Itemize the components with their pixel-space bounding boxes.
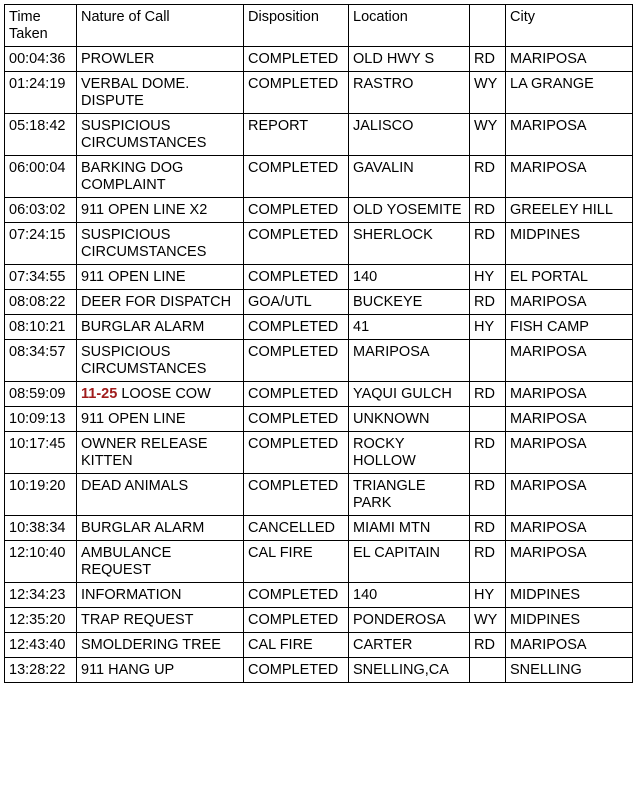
table-row [5, 72, 633, 114]
cell-time: 10:38:34 [5, 516, 77, 541]
cell-city: EL PORTAL [506, 265, 633, 290]
cell-city: MARIPOSA [506, 432, 633, 474]
cell-disposition: COMPLETED [244, 407, 349, 432]
cell-location: 41 [349, 315, 470, 340]
cell-nature [77, 516, 244, 541]
header-row [5, 5, 633, 47]
nature-text: SUSPICIOUS CIRCUMSTANCES [81, 118, 207, 151]
table-row [5, 516, 633, 541]
cell-suffix: HY [470, 315, 506, 340]
call-log-table [4, 4, 633, 683]
table-row [5, 223, 633, 265]
cell-city: LA GRANGE [506, 72, 633, 114]
cell-nature [77, 541, 244, 583]
call-code: 11-25 [81, 386, 118, 402]
cell-location: JALISCO [349, 114, 470, 156]
cell-city: MARIPOSA [506, 474, 633, 516]
cell-city: MARIPOSA [506, 114, 633, 156]
cell-city: MIDPINES [506, 608, 633, 633]
nature-text: PROWLER [81, 51, 155, 67]
cell-suffix [470, 658, 506, 683]
cell-city: MARIPOSA [506, 382, 633, 407]
table-row [5, 290, 633, 315]
cell-time: 06:00:04 [5, 156, 77, 198]
nature-text: BURGLAR ALARM [81, 319, 205, 335]
nature-text: LOOSE COW [117, 386, 211, 402]
table-row [5, 340, 633, 382]
cell-disposition: COMPLETED [244, 156, 349, 198]
header-location: Location [349, 5, 470, 47]
cell-time: 10:19:20 [5, 474, 77, 516]
cell-disposition: COMPLETED [244, 608, 349, 633]
cell-suffix: HY [470, 265, 506, 290]
cell-nature [77, 290, 244, 315]
nature-text: 911 OPEN LINE X2 [81, 202, 208, 218]
table-row [5, 114, 633, 156]
cell-city: SNELLING [506, 658, 633, 683]
nature-text: 911 OPEN LINE [81, 269, 186, 285]
cell-nature [77, 198, 244, 223]
header-city: City [506, 5, 633, 47]
cell-nature [77, 382, 244, 407]
cell-location: SNELLING,CA [349, 658, 470, 683]
cell-nature [77, 583, 244, 608]
cell-disposition: COMPLETED [244, 198, 349, 223]
table-row [5, 265, 633, 290]
cell-time: 13:28:22 [5, 658, 77, 683]
cell-disposition: CAL FIRE [244, 541, 349, 583]
cell-disposition: COMPLETED [244, 315, 349, 340]
nature-text: BURGLAR ALARM [81, 520, 205, 536]
cell-location: YAQUI GULCH [349, 382, 470, 407]
cell-time: 05:18:42 [5, 114, 77, 156]
cell-location: MARIPOSA [349, 340, 470, 382]
cell-time: 00:04:36 [5, 47, 77, 72]
nature-text: AMBULANCE REQUEST [81, 545, 172, 578]
cell-location: PONDEROSA [349, 608, 470, 633]
cell-suffix: RD [470, 516, 506, 541]
cell-location: OLD YOSEMITE [349, 198, 470, 223]
table-row [5, 474, 633, 516]
nature-text: 911 HANG UP [81, 662, 175, 678]
cell-time: 06:03:02 [5, 198, 77, 223]
table-row [5, 198, 633, 223]
cell-time: 10:09:13 [5, 407, 77, 432]
nature-text: SUSPICIOUS CIRCUMSTANCES [81, 227, 207, 260]
cell-time: 10:17:45 [5, 432, 77, 474]
cell-city: GREELEY HILL [506, 198, 633, 223]
cell-nature [77, 658, 244, 683]
cell-disposition: GOA/UTL [244, 290, 349, 315]
cell-time: 08:08:22 [5, 290, 77, 315]
table-row [5, 583, 633, 608]
header-time: Time Taken [5, 5, 77, 47]
cell-location: BUCKEYE [349, 290, 470, 315]
cell-suffix: RD [470, 474, 506, 516]
cell-city: MARIPOSA [506, 156, 633, 198]
cell-nature [77, 265, 244, 290]
cell-time: 12:35:20 [5, 608, 77, 633]
cell-suffix [470, 340, 506, 382]
cell-nature [77, 114, 244, 156]
cell-city: FISH CAMP [506, 315, 633, 340]
cell-nature [77, 223, 244, 265]
cell-nature [77, 432, 244, 474]
cell-suffix: WY [470, 72, 506, 114]
nature-text: DEAD ANIMALS [81, 478, 189, 494]
table-row [5, 541, 633, 583]
nature-text: SUSPICIOUS CIRCUMSTANCES [81, 344, 207, 377]
cell-time: 12:43:40 [5, 633, 77, 658]
cell-suffix: RD [470, 223, 506, 265]
cell-suffix: RD [470, 156, 506, 198]
cell-time: 12:34:23 [5, 583, 77, 608]
cell-location: MIAMI MTN [349, 516, 470, 541]
nature-text: INFORMATION [81, 587, 182, 603]
cell-disposition: COMPLETED [244, 474, 349, 516]
cell-time: 07:24:15 [5, 223, 77, 265]
cell-disposition: COMPLETED [244, 583, 349, 608]
cell-city: MARIPOSA [506, 47, 633, 72]
cell-time: 01:24:19 [5, 72, 77, 114]
cell-suffix: RD [470, 47, 506, 72]
cell-suffix: RD [470, 198, 506, 223]
cell-time: 08:59:09 [5, 382, 77, 407]
cell-suffix: HY [470, 583, 506, 608]
table-row [5, 47, 633, 72]
table-row [5, 658, 633, 683]
cell-location: TRIANGLE PARK [349, 474, 470, 516]
cell-disposition: CANCELLED [244, 516, 349, 541]
cell-location: 140 [349, 583, 470, 608]
cell-city: MARIPOSA [506, 290, 633, 315]
cell-nature [77, 156, 244, 198]
table-row [5, 633, 633, 658]
cell-city: MARIPOSA [506, 541, 633, 583]
cell-location: RASTRO [349, 72, 470, 114]
nature-text: TRAP REQUEST [81, 612, 194, 628]
cell-disposition: COMPLETED [244, 223, 349, 265]
cell-nature [77, 633, 244, 658]
cell-suffix: WY [470, 114, 506, 156]
cell-disposition: COMPLETED [244, 658, 349, 683]
table-row [5, 407, 633, 432]
cell-location: GAVALIN [349, 156, 470, 198]
cell-suffix: RD [470, 290, 506, 315]
table-row [5, 432, 633, 474]
cell-location: 140 [349, 265, 470, 290]
cell-disposition: COMPLETED [244, 432, 349, 474]
nature-text: DEER FOR DISPATCH [81, 294, 232, 310]
nature-text: BARKING DOG COMPLAINT [81, 160, 184, 193]
cell-nature [77, 407, 244, 432]
table-row [5, 315, 633, 340]
cell-suffix: RD [470, 432, 506, 474]
cell-nature [77, 340, 244, 382]
cell-city: MARIPOSA [506, 340, 633, 382]
cell-nature [77, 608, 244, 633]
nature-text: 911 OPEN LINE [81, 411, 186, 427]
cell-location: OLD HWY S [349, 47, 470, 72]
cell-suffix [470, 407, 506, 432]
cell-location: CARTER [349, 633, 470, 658]
table-row [5, 156, 633, 198]
cell-city: MIDPINES [506, 223, 633, 265]
cell-city: MARIPOSA [506, 633, 633, 658]
cell-disposition: COMPLETED [244, 72, 349, 114]
cell-disposition: COMPLETED [244, 265, 349, 290]
cell-disposition: CAL FIRE [244, 633, 349, 658]
cell-time: 08:10:21 [5, 315, 77, 340]
nature-text: VERBAL DOME. DISPUTE [81, 76, 190, 109]
header-nature: Nature of Call [77, 5, 244, 47]
cell-time: 08:34:57 [5, 340, 77, 382]
cell-suffix: RD [470, 541, 506, 583]
cell-time: 07:34:55 [5, 265, 77, 290]
cell-suffix: WY [470, 608, 506, 633]
cell-disposition: REPORT [244, 114, 349, 156]
cell-suffix: RD [470, 382, 506, 407]
table-row [5, 382, 633, 407]
table-row [5, 608, 633, 633]
cell-time: 12:10:40 [5, 541, 77, 583]
nature-text: OWNER RELEASE KITTEN [81, 436, 208, 469]
nature-text: SMOLDERING TREE [81, 637, 221, 653]
cell-nature [77, 474, 244, 516]
cell-nature [77, 47, 244, 72]
cell-suffix: RD [470, 633, 506, 658]
cell-nature [77, 315, 244, 340]
cell-location: UNKNOWN [349, 407, 470, 432]
header-disposition: Disposition [244, 5, 349, 47]
cell-location: SHERLOCK [349, 223, 470, 265]
header-suffix [470, 5, 506, 47]
cell-location: ROCKY HOLLOW [349, 432, 470, 474]
cell-disposition: COMPLETED [244, 382, 349, 407]
cell-disposition: COMPLETED [244, 340, 349, 382]
cell-city: MARIPOSA [506, 407, 633, 432]
cell-location: EL CAPITAIN [349, 541, 470, 583]
cell-city: MARIPOSA [506, 516, 633, 541]
cell-city: MIDPINES [506, 583, 633, 608]
cell-nature [77, 72, 244, 114]
cell-disposition: COMPLETED [244, 47, 349, 72]
